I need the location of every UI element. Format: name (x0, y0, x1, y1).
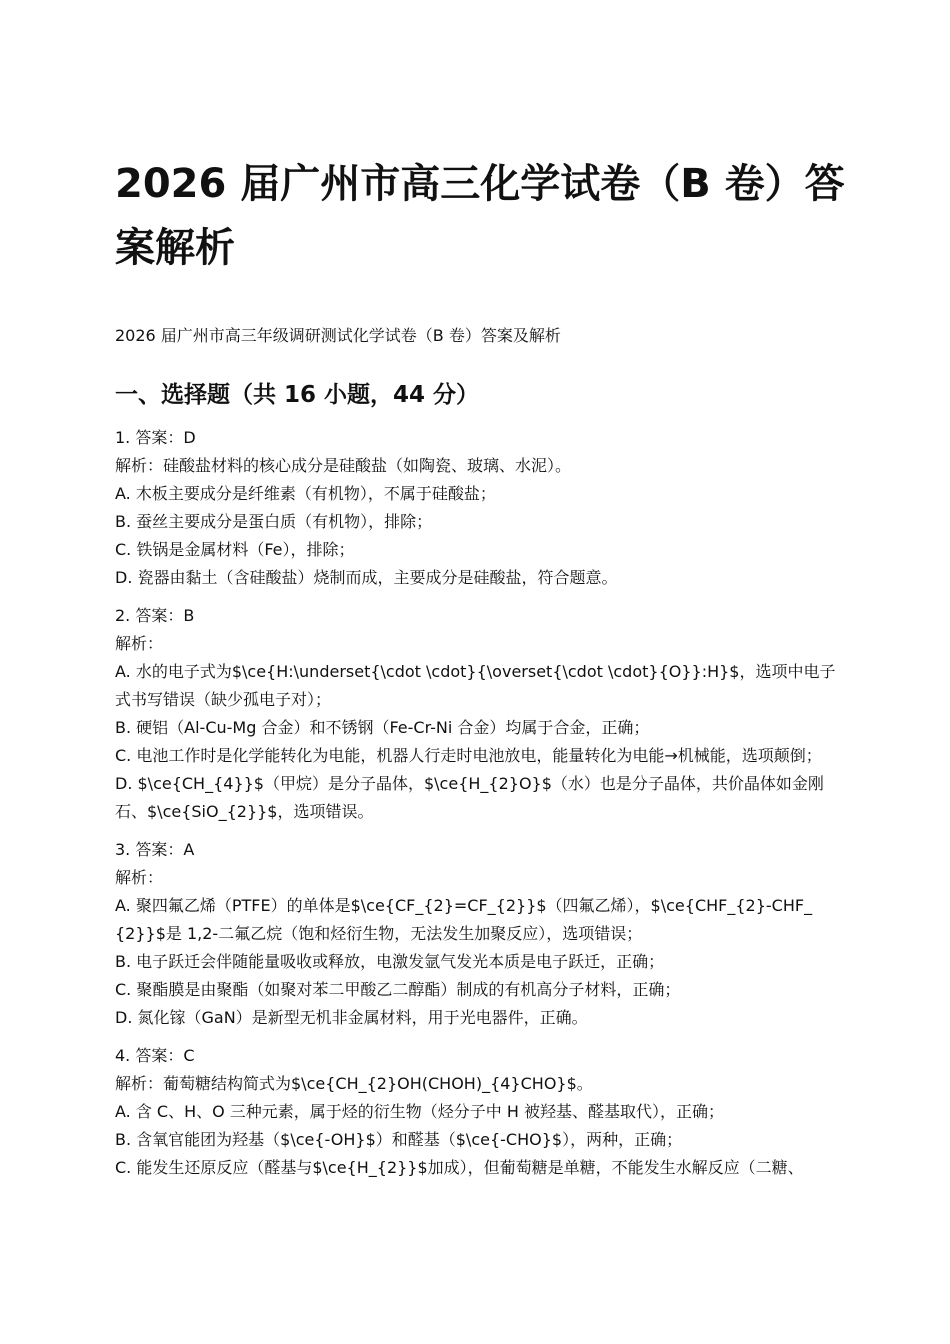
question-answer: 2. 答案：B (115, 606, 195, 625)
explanation-line: C. 电池工作时是化学能转化为电能，机器人行走时电池放电，能量转化为电能→机械能，选项颠倒； (115, 746, 822, 765)
explanation-line: D. 瓷器由黏土（含硅酸盐）烧制而成，主要成分是硅酸盐，符合题意。 (115, 568, 618, 587)
explanation-line: C. 聚酯膜是由聚酯（如聚对苯二甲酸乙二醇酯）制成的有机高分子材料，正确； (115, 980, 681, 999)
question-1 (115, 424, 845, 592)
explanation-line: B. 电子跃迁会伴随能量吸收或释放，电激发氩气发光本质是电子跃迁，正确； (115, 952, 665, 971)
explanation-line: A. 聚四氟乙烯（PTFE）的单体是$\ce{CF_{2}=CF_{2}}$（四氟乙烯），$\ce{CHF_{2}-CHF_{2}}$是 1,2-二氟乙烷（饱和烃衍生物，无法发生加聚反应），选项错误； (115, 896, 813, 943)
question-answer: 3. 答案：A (115, 840, 195, 859)
explanation-line: A. 含 C、H、O 三种元素，属于烃的衍生物（烃分子中 H 被羟基、醛基取代），正确； (115, 1102, 725, 1121)
explanation-line: A. 木板主要成分是纤维素（有机物），不属于硅酸盐； (115, 484, 496, 503)
explanation-line: 解析： (115, 634, 164, 653)
explanation-line: B. 蚕丝主要成分是蛋白质（有机物），排除； (115, 512, 433, 531)
explanation-line: A. 水的电子式为$\ce{H:\underset{\cdot \cdot}{\overset{\cdot \cdot}{O}}:H}$，选项中电子式书写错误（缺少孤电子对）； (115, 662, 836, 709)
question-answer: 1. 答案：D (115, 428, 196, 447)
explanation-line: 解析： (115, 868, 164, 887)
question-answer: 4. 答案：C (115, 1046, 195, 1065)
question-2 (115, 602, 845, 826)
explanation-line: 解析：硅酸盐材料的核心成分是硅酸盐（如陶瓷、玻璃、水泥）。 (115, 456, 572, 475)
explanation-line: C. 能发生还原反应（醛基与$\ce{H_{2}}$加成），但葡萄糖是单糖，不能发生水解反应（二糖、 (115, 1158, 804, 1177)
question-list (115, 424, 845, 1192)
explanation-line: D. $\ce{CH_{4}}$（甲烷）是分子晶体，$\ce{H_{2}O}$（水）也是分子晶体，共价晶体如金刚石、$\ce{SiO_{2}}$，选项错误。 (115, 774, 824, 821)
explanation-line: D. 氮化镓（GaN）是新型无机非金属材料，用于光电器件，正确。 (115, 1008, 588, 1027)
section-heading: 一、选择题（共 16 小题，44 分） (115, 382, 480, 408)
question-3 (115, 836, 845, 1032)
explanation-line: B. 硬铝（Al-Cu-Mg 合金）和不锈钢（Fe-Cr-Ni 合金）均属于合金，正确； (115, 718, 650, 737)
document-subtitle: 2026 届广州市高三年级调研测试化学试卷（B 卷）答案及解析 (115, 326, 561, 345)
explanation-line: C. 铁锅是金属材料（Fe），排除； (115, 540, 355, 559)
explanation-line: B. 含氧官能团为羟基（$\ce{-OH}$）和醛基（$\ce{-CHO}$），两种，正确； (115, 1130, 683, 1149)
question-4 (115, 1042, 845, 1182)
document-title: 2026 届广州市高三化学试卷（B 卷）答案解析 (115, 161, 845, 271)
document-page (115, 0, 845, 1344)
explanation-line: 解析：葡萄糖结构简式为$\ce{CH_{2}OH(CHOH)_{4}CHO}$。 (115, 1074, 593, 1093)
